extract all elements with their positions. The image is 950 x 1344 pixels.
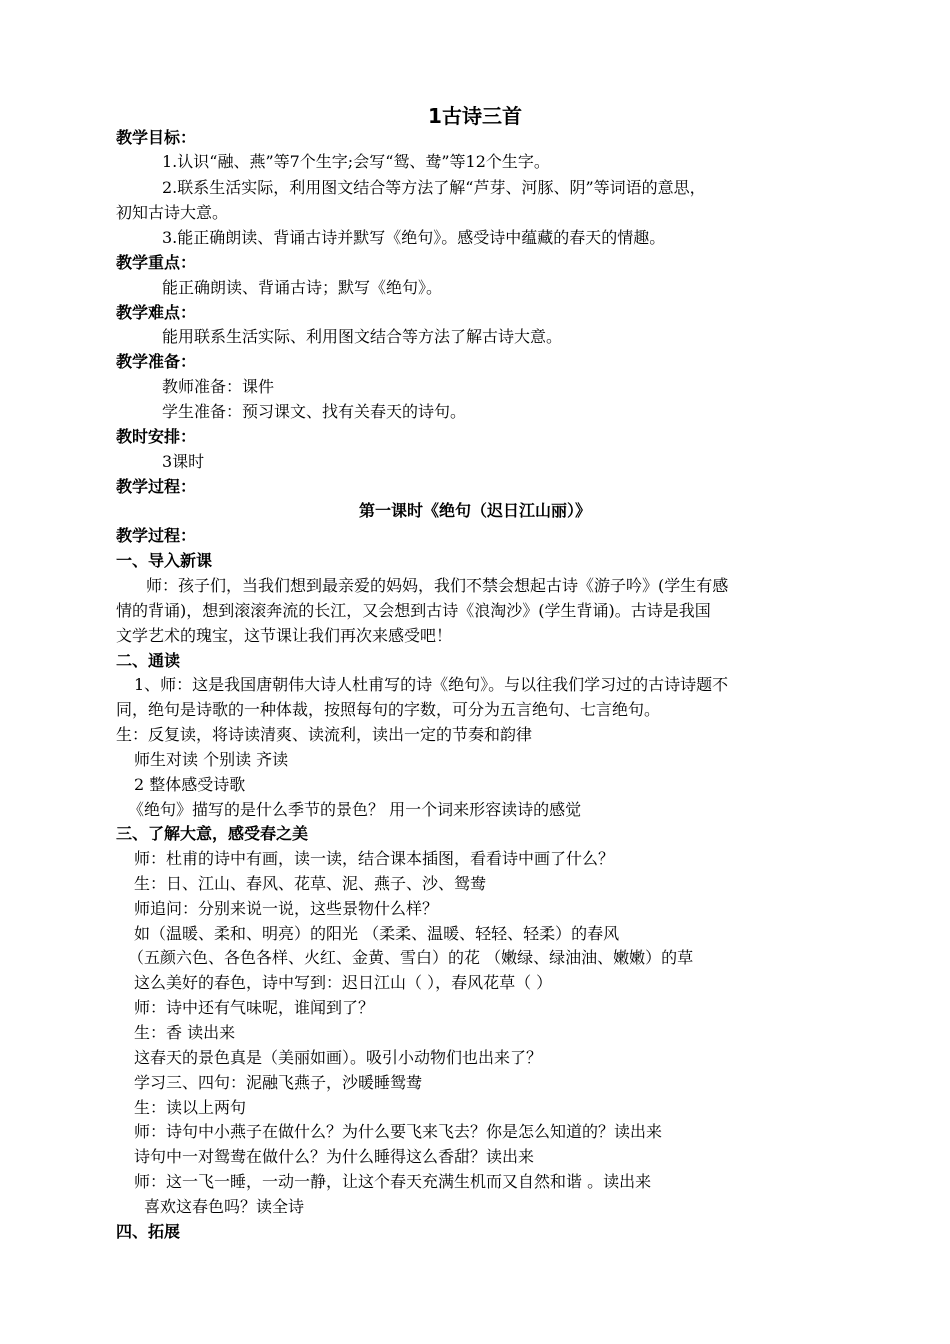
section-3-line: （五颜六色、各色各样、火红、金黄、雪白）的花 （嫩绿、绿油油、嫩嫩）的草 [128, 948, 694, 967]
section-2-line: 生：反复读，将诗读清爽、读流利，读出一定的节奏和韵律 [116, 725, 533, 744]
schedule-heading: 教时安排： [116, 427, 197, 446]
section-2-line: 《绝句》描写的是什么季节的景色？ 用一个词来形容读诗的感觉 [128, 800, 582, 819]
section-3-line: 这春天的景色真是（美丽如画）。吸引小动物们也出来了？ [134, 1048, 543, 1067]
objectives-heading: 教学目标： [116, 128, 197, 147]
student-preparation: 学生准备：预习课文、找有关春天的诗句。 [162, 402, 467, 421]
section-1-line: 情的背诵)，想到滚滚奔流的长江，又会想到古诗《浪淘沙》(学生背诵)。古诗是我国 [116, 601, 711, 620]
section-3-line: 学习三、四句：泥融飞燕子，沙暖睡鸳鸯 [134, 1073, 423, 1092]
section-3-line: 喜欢这春色吗？读全诗 [144, 1197, 305, 1216]
page-title: 1古诗三首 [428, 104, 522, 128]
teacher-preparation: 教师准备：课件 [162, 377, 275, 396]
preparation-heading: 教学准备： [116, 352, 197, 371]
process-heading-2: 教学过程： [116, 526, 197, 545]
section-3-heading: 三、了解大意，感受春之美 [116, 824, 309, 843]
section-2-line: 2 整体感受诗歌 [134, 775, 246, 794]
objective-item: 初知古诗大意。 [116, 203, 229, 222]
section-1-heading: 一、导入新课 [116, 551, 213, 570]
key-points-heading: 教学重点： [116, 253, 197, 272]
section-4-heading: 四、拓展 [116, 1222, 181, 1241]
section-3-line: 师：诗中还有气味呢，谁闻到了？ [134, 998, 375, 1017]
section-3-line: 师追问：分别来说一说，这些景物什么样？ [134, 899, 439, 918]
section-3-line: 生：日、江山、春风、花草、泥、燕子、沙、鸳鸯 [134, 874, 487, 893]
section-3-line: 生：读以上两句 [134, 1098, 247, 1117]
section-1-line: 师：孩子们，当我们想到最亲爱的妈妈，我们不禁会想起古诗《游子吟》(学生有感 [146, 576, 729, 595]
key-points-text: 能正确朗读、背诵古诗；默写《绝句》。 [162, 278, 443, 297]
section-3-line: 这么美好的春色，诗中写到：迟日江山（ ），春风花草（ ） [134, 973, 553, 992]
section-2-line: 1、师：这是我国唐朝伟大诗人杜甫写的诗《绝句》。与以往我们学习过的古诗诗题不 [134, 675, 729, 694]
process-heading: 教学过程： [116, 477, 197, 496]
section-3-line: 师：杜甫的诗中有画，读一读，结合课本插图，看看诗中画了什么？ [134, 849, 615, 868]
section-3-line: 诗句中一对鸳鸯在做什么？为什么睡得这么香甜？读出来 [134, 1147, 535, 1166]
difficulties-heading: 教学难点： [116, 303, 197, 322]
objective-item: 2.联系生活实际，利用图文结合等方法了解“芦芽、河豚、阴”等词语的意思， [162, 178, 706, 197]
section-3-line: 如（温暖、柔和、明亮）的阳光 （柔柔、温暖、轻轻、轻柔）的春风 [134, 924, 620, 943]
lesson-title: 第一课时《绝句（迟日江山丽）》 [358, 501, 591, 520]
difficulties-text: 能用联系生活实际、利用图文结合等方法了解古诗大意。 [162, 327, 563, 346]
section-1-line: 文学艺术的瑰宝，这节课让我们再次来感受吧！ [116, 626, 453, 645]
section-3-line: 生：香 读出来 [134, 1023, 236, 1042]
section-3-line: 师：诗句中小燕子在做什么？为什么要飞来飞去？你是怎么知道的？读出来 [134, 1122, 663, 1141]
objective-item: 3.能正确朗读、背诵古诗并默写《绝句》。感受诗中蕴藏的春天的情趣。 [162, 228, 666, 247]
schedule-text: 3课时 [162, 452, 205, 471]
section-2-line: 师生对读 个别读 齐读 [134, 750, 289, 769]
section-2-heading: 二、通读 [116, 651, 181, 670]
objective-item: 1.认识“融、燕”等7个生字;会写“鸳、鸯”等12个生字。 [162, 152, 550, 171]
section-3-line: 师：这一飞一睡，一动一静，让这个春天充满生机而又自然和谐 。读出来 [134, 1172, 652, 1191]
section-2-line: 同，绝句是诗歌的一种体裁，按照每句的字数，可分为五言绝句、七言绝句。 [116, 700, 661, 719]
